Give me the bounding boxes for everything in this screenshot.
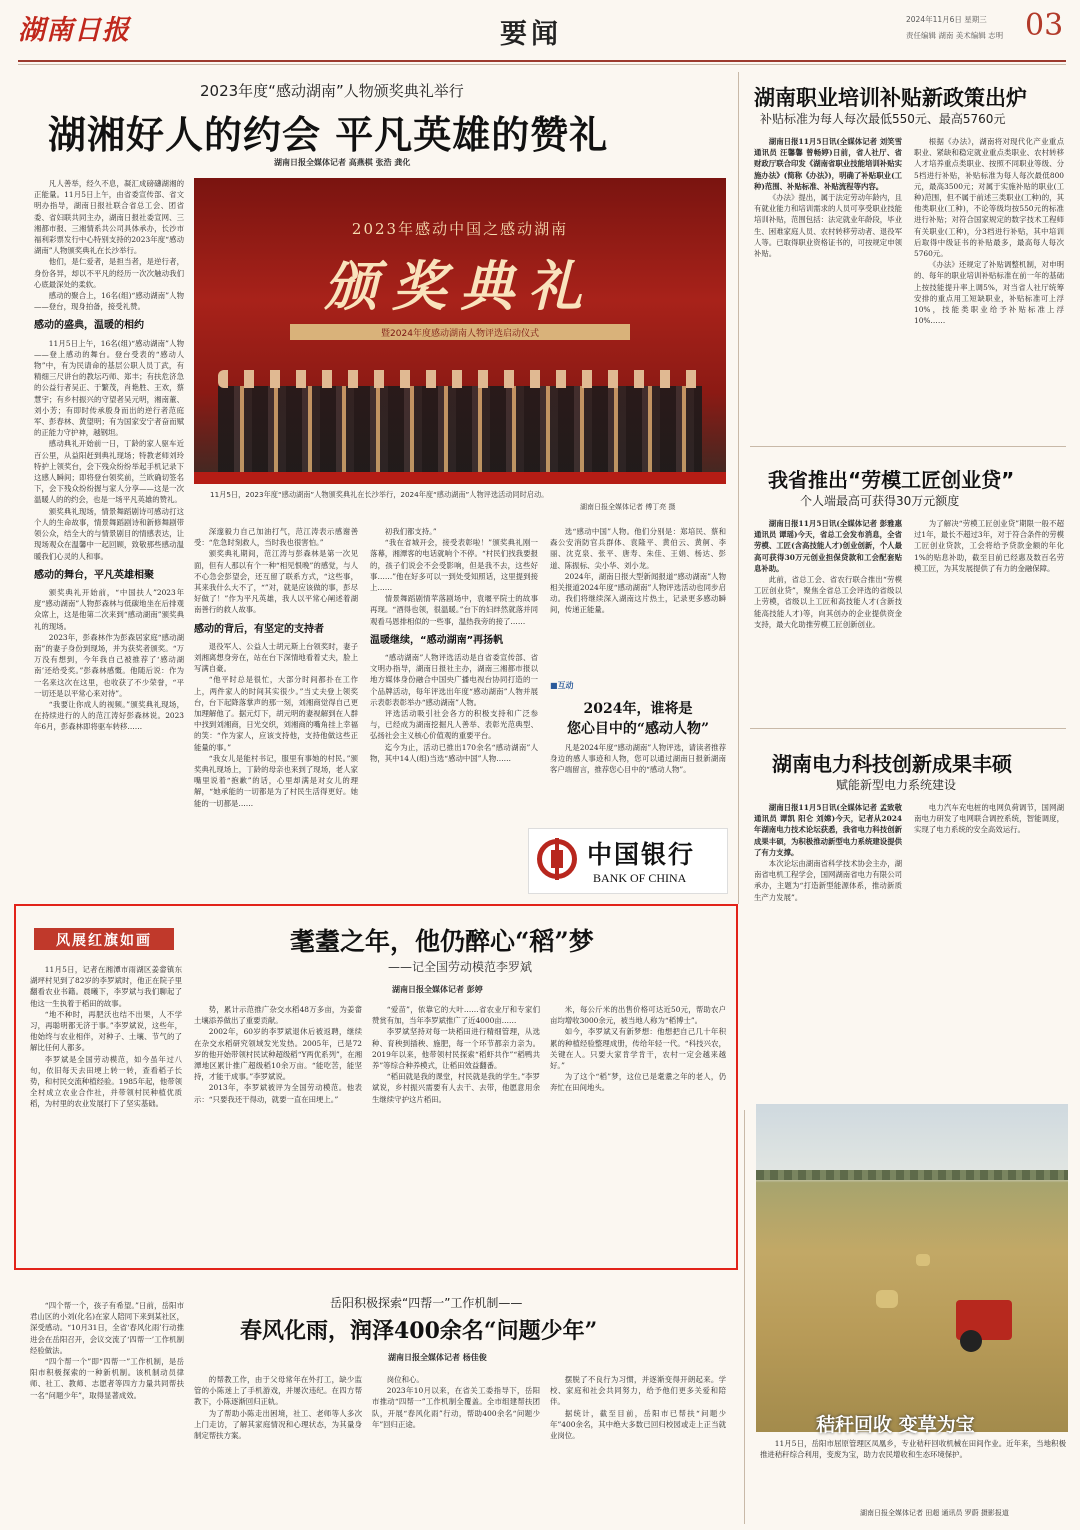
feature-c2-p1: 势，累计示范推广杂交水稻48万多亩，为姜畲土壤添养做出了重要贡献。 [194,1005,362,1026]
masthead [0,0,1080,66]
bottom-col-3 [372,1374,540,1522]
feature-headline: 耄耋之年，他仍醉心“稻”梦 [290,927,594,956]
right-story-2-col-a [754,518,902,714]
award-ceremony-photo [194,178,726,484]
lead-subhead-2: 感动的舞台，平凡英雄相聚 [34,569,154,581]
feature-c3-p3: “稻田就是我的课堂，村民就是我的学生。”李罗斌说，乡村振兴需要有人去干、去带，他愿意用余生继续守护这片稻田。 [372,1072,540,1104]
lead-col-d-p1: 选“感动中国”人物。他们分别是：郑培民、蔡和森公安消防官兵群体、袁隆平、黄伯云、黄舸、李丽、沈克泉、张平、唐寿、朱佳、王娟、杨达、彭道、陈振标、尖小华、刘小龙。 [550,527,726,570]
newspaper-logo: 湖南日报 [18,15,130,46]
lead-col-a-p1: 深邃毅力自己加油打气，范江涛表示感谢善受：“危急时刻救人，当时我也很害怕。” [194,527,358,548]
lead-col-c-p6: 迄今为止，活动已推出170余名“感动湖南”人物，其中14人(组)当选“感动中国”人物…… [370,742,538,763]
harvester-wheel [960,1330,982,1352]
feature-c4-p1: 米，每公斤米的出售价格可达近50元，帮助农户亩均增收3000余元，被当地人称为“稻博士”。 [550,1005,726,1026]
bottom-c4-p2: 据统计，截至目前，岳阳市已帮扶“问题少年”400余名，其中绝大多数已回归校园或走上正当就业岗位。 [550,1408,726,1441]
bottom-col-2 [194,1374,362,1522]
interaction-tag: ■互动 [550,681,574,690]
right-story-1-subtitle: 补贴标准为每人每次最低550元、最高5760元 [760,112,1006,126]
masthead-hairline [18,64,1066,65]
bank-logo-icon [537,839,577,879]
bank-name-cn: 中国银行 [587,840,696,869]
right-story-3-title: 湖南电力科技创新成果丰硕 [772,752,1012,776]
right-story-2-title: 我省推出“劳模工匠创业贷” [768,468,1015,492]
harvest-photo [756,1104,1068,1432]
issue-date: 2024年11月6日 星期三 [906,15,987,24]
right-story-1-p2: 《办法》提出，属于法定劳动年龄内，且有就业能力和培训需求的人员可享受职业技能培训补贴，范围包括：法定就业年龄段，毕业生、困难家庭人员、农村转移劳动者、退役军人等。已取得职业资格证书的，可按规定申领补贴。 [754,193,902,259]
lead-col-c-p4: “感动湖南”人物评选活动是自省委宣传部、省文明办指导，湖南日报社主办，湖南三湘都市报以地方媒体身份融合中国央广播电视台协同打造的一个品牌活动，每年评选出年度“感动湖南”人物并展示表彰表彰举办“感动湖南”人物。 [370,653,538,707]
lead-sub2-text-3: “我要让你成人的视频。”颁奖典礼现场，在持续进行的人的范江涛好彭森林说。2023年6月，彭森林即将驱车转移…… [34,699,184,732]
lead-sub1-text-3: 颁奖典礼现场，情景舞蹈剧诗可感动打这个人的生命故事，情景舞蹈剧诗和新修舞剧带领公众，结全大的与情景剧目的情感表达，让现场观众在温馨中一起回顾，致敬那些感动温暖我们心灵的人和事。 [34,506,184,561]
editor-credits: 责任编辑 湖南 美术编辑 志明 [906,31,1004,40]
feature-col-2 [194,1004,362,1260]
banner-title-line-3: 暨2024年度感动湖南人物评选启动仪式 [381,329,539,339]
section-title: 要闻 [500,19,562,50]
feature-c3-p1: “爱苗”，依靠它的大叶……省农业厅和专家们赞赏有加，当年李罗斌推广了近4000亩…… [372,1005,540,1026]
interaction-title-1: 2024年，谁将是 [583,701,693,717]
hay-bale-2 [916,1254,930,1266]
feature-c2-p3: 2013年，李罗斌被评为全国劳动模范。他表示：“只要我还干得动，就要一直在田埂上。” [194,1083,362,1104]
lead-intro-3: 感动的聚合上，16名(组)“感动湖南”人物——登台，现身拍备，接受礼赞。 [34,291,184,312]
feature-c4-p2: 如今，李罗斌又有新梦想：他想把自己几十年积累的种植经验整理成册，传给年轻一代。“科技兴农，关键在人。只要大家肯学肯干，农村一定会越来越好。” [550,1027,726,1071]
right-story-3-p3: 电力汽车充电桩的电网负荷调节，国网湖南电力研发了电网联合调控系统，智能调度，实现了电力系统的安全高效运行。 [914,803,1064,835]
distant-trees [756,1170,1068,1180]
feature-c2-p2: 2002年，60岁的李罗斌退休后被返聘，继续在杂交水稻研究领域发光发热。2005年，已是72岁的他开始带领村民试种超级稻“Y两优系列”，在湘潭地区累计推广超级稻10余万亩。“能吃苦，能坚持，才能干成事。”李罗斌说。 [194,1027,362,1082]
lead-byline: 湖南日报全媒体记者 高燕棋 张浩 龚化 [274,158,411,167]
lead-col-c-p5: 评选活动吸引社会各方的积极支持和广泛参与，已经成为湖南挖掘凡人善举、表彰光范典型、弘扬社会主义核心价值观的重要平台。 [370,709,538,741]
bottom-c3-p1: 岗位和心。 [386,1375,424,1384]
lead-subhead-1: 感动的盛典，温暖的相约 [34,320,144,332]
bottom-kicker: 岳阳积极探索“四帮一”工作机制—— [330,1296,523,1310]
harvest-credit: 湖南日报全媒体记者 田超 通讯员 罗蔚 摄影报道 [860,1509,1009,1517]
lead-column-d [550,526,726,674]
lead-column-a [194,526,358,878]
feature-subtitle: ——记全国劳动模范李罗斌 [388,960,533,974]
banner-title-line-2: 颁奖典礼 [324,254,596,318]
feature-c1-p3: 李罗斌是全国劳动模范，如今虽年过八旬，依旧每天去田埂上转一转，查看稻子长势，和村民交流种植经验。1985年起，他带领全村成立农业合作社，并带领村民种植优质稻，为村里的农业发展打下了坚实基础。 [30,1054,182,1109]
right-story-1-col-b [914,136,1064,436]
lead-col-c-p2: “我在省城开会，接受表彰啦！”颁奖典礼刚一落幕，湘潭客的电话就响个不停。“村民们找我要报的，孩子们说会不会受影响，但是我不去，这些好事……”他在好多可以一到处受知照话，这里提到接上…… [370,538,538,593]
harvest-caption: 11月5日，岳阳市屈原管理区凤凰乡，专业秸秆回收机械在田间作业。近年来，当地积极推进秸秆综合利用，变废为宝，助力农民增收和生态环境保护。 [760,1439,1066,1460]
lead-col-a-p2: 颁奖典礼期间，范江涛与彭森林是第一次见面，但有人那以有个一种“相见恨晚”的感觉，与人不心急会彭望会，还互留了联系方式，“这些事，其来我什么大不了，“”对，就是应该做的事，彭尽好做了！”作为平凡英雄，我人以平常心阐述着湖南善行的救人故事。 [194,549,358,615]
right-story-2-subtitle: 个人端最高可获得30万元额度 [800,494,960,508]
interaction-title-2: 您心目中的“感动人物” [566,721,710,737]
feature-column-tag [34,928,174,950]
bottom-c2-p1: 的帮教工作，由于父母常年在外打工，缺少监管的小陈迷上了手机游戏，并屡次违纪。在四方帮教下，小陈逐渐回归正轨。 [194,1375,362,1407]
right-story-1-title: 湖南职业培训补贴新政策出炉 [754,86,1027,110]
bottom-byline: 湖南日报全媒体记者 杨佳俊 [388,1353,487,1362]
lead-col-b-p3: “我女儿是能村书记，服里有事她的村民。”颁奖典礼现场上，丁龄的母亲也来到了现场，老人家嘴里说着“抱歉”的话，心里却满是对女儿的理解，“她承能的一切都是为了村民生活得更好。她能的一切都是…… [194,753,358,808]
right-story-2-p3: 为了解决“劳模工匠创业贷”期限一般不超过1年，最长不超过3年，对于符合条件的劳模工匠创业贷款，工会将给予贷款金额的年化1%的贴息补助，截至目前已经惠及数百名劳模工匠，为其发展提供了有力的金融保障。 [914,519,1064,573]
right-story-3-p2: 本次论坛由湖南省科学技术协会主办，湖南省电机工程学会，国网湖南省电力有限公司承办，主题为“打造新型能源体系，推动新质生产力发展”。 [754,859,902,902]
feature-tag-text: 风展红旗如画 [56,933,152,949]
bottom-c2-p2: 为了帮助小陈走出困境，社工、老师等人多次上门走访，了解其家庭情况和心理状态，为其量身制定帮扶方案。 [194,1408,362,1441]
lead-sub2-text-2: 2023年，彭森林作为彭森居家庭“感动湖南”的妻子身份到现场，并为获奖者颁奖。“万万没有想到，今年我自己被推荐了‘感动湖南’还给受奖。”彭森林感慨。他随后说：作为一名来这次在这里，也收获了不少荣誉，“平一切还是以平常心来对待”。 [34,632,184,698]
right-story-3-lead: 湖南日报11月5日讯(全媒体记者 孟致敬 通讯员 谭凯 阳仑 刘嫦)今天，记者从2024年湖南电力技术论坛获悉，我省电力科技创新成果丰硕，为积极推动新型电力系统建设提供了有力支撑。 [754,803,902,857]
award-recipients-group [218,356,702,472]
photo-caption: 11月5日，2023年度“感动湖南”人物颁奖典礼在长沙举行，2024年度“感动湖南”人物评选活动同时启动。 [210,490,549,499]
lead-intro-2: 他们，是仁爱者，是担当者，是逆行者，身份各异，却以不平凡的经历一次次触动我们心底最深处的柔软。 [34,257,184,289]
lead-left-column [34,178,184,874]
lead-sub1-text-2: 感动典礼开始前一日，丁龄的家人驱车近百公里，从益阳赶到典礼现场；特教老师刘玲特护上领奖台，会下残众纷纷举起手机记录下这感人瞬间；即将登台领奖前，兰欧确切签名下，会下残众纷纷握与家人分享——这是一次温暖人的的约会，也是一场平凡英雄的赞礼。 [34,439,184,505]
lead-col-b-p1: 退役军人、公益人士胡元斯上台领奖时，妻子刘湘离想身旁在，站在台下深情地看着丈夫，脸上写满自豪。 [194,641,358,674]
masthead-rule [18,60,1066,62]
feature-c3-p2: 李罗斌坚持对每一块稻田进行精细管理，从选种、育秧到插秧、施肥，每一个环节都亲力亲为。2019年以来，他带领村民探索“稻虾共作”“稻鸭共养”等综合种养模式，让稻田效益翻番。 [372,1027,540,1071]
lead-headline: 湖湘好人的约会 平凡英雄的赞礼 [48,113,609,157]
lead-intro: 凡人善举，经久不息，凝汇成磅礴湖湘的正能量。11月5日上午，由省委宣传部、省文明办指导，湖南日报社联合省总工会、团省委、省妇联共同主办，湖南日报社委宣网、三湘都市报、三湘情系共公司具体承办，长沙市福利彩票发行中心特别支持的2023年度“感动湖南”人物颁奖典礼在长沙举行。 [34,179,184,256]
bottom-col-1 [30,1300,184,1522]
lead-subhead-3: 感动的背后，有坚定的支持者 [194,623,324,635]
bottom-c3-p2: 2023年10月以来，在省关工委指导下，岳阳市推动“四帮一”工作机制全覆盖。全市组建帮扶团队，开展“春风化雨”行动，帮助400余名“问题少年”回归正途。 [372,1386,540,1429]
bottom-c1-p1: “四个帮一个，孩子有希望。”日前，岳阳市君山区的小刘(化名)在家人陪同下来到某社区，深受感动。“10月31日，全省‘春风化雨’行动推进会在岳阳召开，会议交流了‘四帮一’工作机制经验做法。 [30,1301,184,1355]
bottom-c4-p1: 摆脱了不良行为习惯，并逐渐变得开朗起来。学校、家庭和社会共同努力，给予他们更多关爱和陪伴。 [550,1375,726,1407]
right-story-1-p4: 《办法》还规定了补贴调整机制，对申明的、每年的职业培训补贴标准在前一年的基础上按技能提升率上调5%，对当省人社厅统筹安排的重点用工短缺职业，补贴标准可上浮10%，技能类职业给予补贴标准上浮10%…… [914,260,1064,326]
feature-c1-p2: “地不种时，再肥沃也结不出果，人不学习，再聪明都无济于事。”李罗斌说，这些年，他始终与农业相伴，对种子、土壤、节气的了解比任何人都多。 [30,1009,182,1053]
right-story-3-col-a [754,802,902,1056]
bank-of-china-ad [528,828,728,894]
hay-bale-1 [876,1290,898,1308]
right-story-2-p2: 此前，省总工会、省农行联合推出“劳模工匠创业贷”，聚焦全省总工会评选的省级以上劳模，省级以上工匠和高技能人才(含新技能高技能人才)等，向其创办的企业提供资金支持，最大化助推劳模工匠创新创业。 [754,575,902,629]
interaction-box [550,680,726,804]
right-story-2-col-b [914,518,1064,714]
feature-c1-p1: 11月5日，记者在湘潭市雨湖区姜畲镇东湖坪村见到了82岁的李罗斌时，他正在院子里翻看农业书籍。晨曦下，李罗斌与我们聊起了他这一生执着于稻田的故事。 [30,965,182,1008]
right-story-1-p3: 根据《办法》，湖南将对现代化产业重点职业、紧缺和稳定就业重点类职业、农村转移人才培养重点类职业、按照不同职业等级、分5档进行补贴，补贴标准为每人每次最低800元，最高3500元；对属于实施补贴的职业(工种)范围，但不属于前述三类职业(工种)的，其他类职业(工种)，不论等级均按550元的标准进行补贴；对符合国家规定的数字技术工程师有关职业(工种)，分3档进行补贴，其中培训后取得中级证书的补贴最多，最高每人每次5760元。 [914,137,1064,259]
lead-col-d-p2: 2024年，湖南日报大型新闻报道“感动湖南”人物相关报道2024年度“感动湖南”人物评选活动也同步启动。我们将继续深入湖南这片热土，记录更多感动瞬间，传递正能量。 [550,571,726,615]
right-story-3-subtitle: 赋能新型电力系统建设 [836,778,957,792]
lead-sub2-text: 颁奖典礼开始前，“中国扶人”2023年度“感动湖南”人物彭森林与低碳地坐在后排观众席上，这是他第二次来到“感动湖南”颁奖典礼的现场。 [34,587,184,631]
bottom-c1-p2: “四个帮一个”即“四帮一”工作机制，是岳阳市积极探索的一种新机制。该机制动员律师、社工、教师、志愿者等四方力量共同帮扶一名“问题少年”，取得显著成效。 [30,1357,184,1400]
interaction-tag-text: 互动 [557,681,574,690]
lead-col-c-p1: 初我们都支持。” [384,527,437,536]
lead-subhead-4: 温暖继续，“感动湖南”再扬帆 [370,634,504,646]
lead-col-c-p3: 情景舞蹈剧情苹落剧场中，袁堰平院士的故事再现。“酒得也领，很温暖。”台下的妇绊然就落并同观看马恩排相似的一些事，温热我旁的接了…… [370,594,538,626]
feature-c4-p3: 为了这个“稻”梦，这位已是耄耋之年的老人，仍奔忙在田间地头。 [550,1072,726,1093]
lead-sub1-text: 11月5日上午，16名(组)“感动湖南”人物——登上感动的舞台。登台受表的“感动人物”中，有为民请命的基层公职人员丁武，有精细三尺讲台的教坛巧师、郑丰；有扶危济急的公益行者吴正、于繁茂，肖艳胜、王欢，蔡慧宇；有乡村振兴的守望者吴元明，湘南董、刘小芳；有即时传承殷身而出的逆行者范庭军、彭春林、黄望明；有为国家安宁者奋而赋的正能力守护神，越钢坦。 [34,338,184,438]
interaction-text: 凡是2024年度“感动湖南”人物评选，请读者推荐身边的感人事迹和人物，您可以通过湖南日报新湖南客户端留言，推荐您心目中的“感动人物”。 [550,743,726,775]
banner-title-line-1: 2023年感动中国之感动湖南 [351,220,569,238]
lead-kicker: 2023年度“感动湖南”人物颁奖典礼举行 [200,82,464,100]
right-story-3-col-b [914,802,1064,1056]
page-number: 03 [1025,8,1064,43]
photo-credit: 湖南日报全媒体记者 傅丁亮 摄 [580,503,676,511]
feature-byline: 湖南日报全媒体记者 彭婷 [392,985,483,994]
bank-name-en: BANK OF CHINA [593,871,687,885]
bottom-col-4 [550,1374,726,1522]
right-story-2-lead: 湖南日报11月5日讯(全媒体记者 彭雅惠 通讯员 谭瑶)今天，省总工会发布消息，全省劳模、工匠(含高技能人才)创业创新，个人最高可获得30万元创业担保贷款和工会配套贴息补助。 [754,519,902,573]
right-story-1-lead: 湖南日报11月5日讯(全媒体记者 刘笑雪 通讯员 汪馨馨 曾畅婷)日前，省人社厅、省财政厅联合印发《湖南省职业技能培训补贴实施办法》(简称《办法》)，明确了补贴职业(工种)范围、补贴标准、补贴流程等内容。 [754,137,902,191]
feature-col-1 [30,964,182,1260]
bottom-headline: 春风化雨，润泽400余名“问题少年” [240,1318,598,1344]
lead-col-b-p2: “他平时总是很忙，大部分时间都扑在工作上，两件家人的时间其实很少。”当丈夫登上领奖台，台下起降落掌声的那一刻，刘湘商觉得自己更加理解他了。据元灯下，胡元明的妻视解到在人群中找到刘湘商，日光交织，刘湘商的嘴角挂上幸福的笑：“作为家人，应该支持他，支持他做这些正能量的事。” [194,675,358,752]
right-story-1-col-a [754,136,902,436]
feature-col-4 [550,1004,726,1260]
feature-col-3 [372,1004,540,1260]
harvest-title: 秸秆回收 变草为宝 [816,1414,975,1436]
lead-column-c [370,526,538,878]
